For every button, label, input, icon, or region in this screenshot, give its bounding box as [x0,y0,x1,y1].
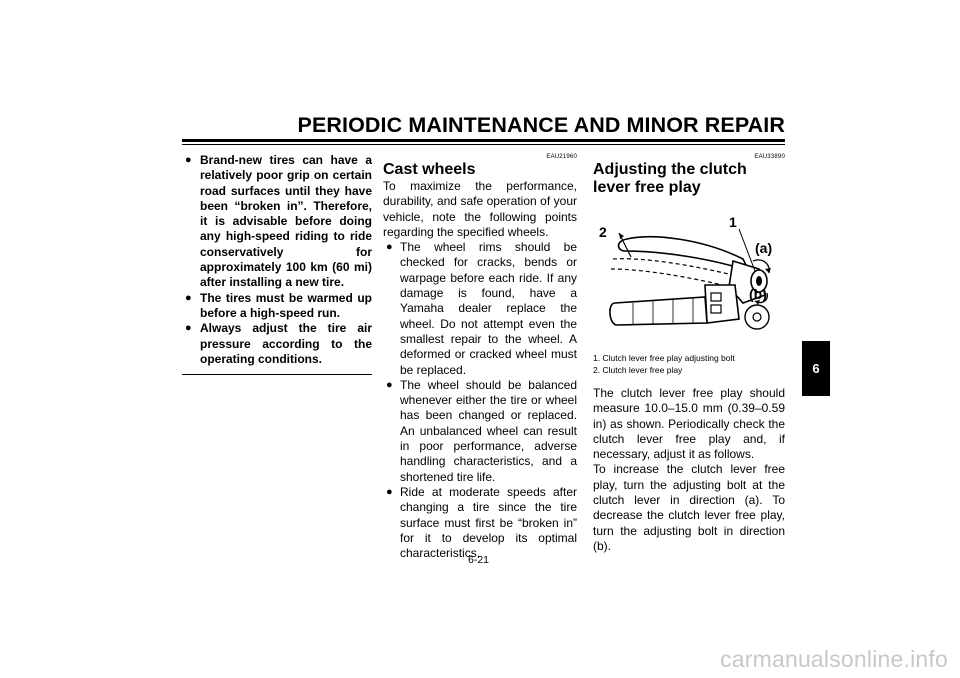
warning-end-rule [182,374,372,375]
warning-item [182,153,372,291]
list-item [383,485,577,561]
figure-label-a: (a) [755,240,773,256]
clutch-lever-illustration [593,199,785,349]
bullet-icon: ● [386,241,393,254]
clutch-section [593,153,785,554]
list-item-text: The wheel rims should be checked for cracks, bends or warpage before each ride. If any damage is found, have a Yamaha dealer replace the wheel. Do not attempt even the smallest repair to the wheel. A deformed or cracked wheel must be replaced. [400,240,577,377]
section-code: EAU21960 [546,154,577,160]
figure-label-1: 1 [729,214,737,230]
bullet-icon: ● [185,322,192,335]
clutch-paragraph: To increase the clutch lever free play, turn the adjusting bolt at the clutch lever in direction (a). To decrease the clutch lever free play, turn the adjusting bolt in direction (b). [593,462,785,553]
warning-column [182,153,372,375]
section-title: Cast wheels [383,161,476,178]
bullet-icon: ● [185,154,192,166]
figure-label-b: (b) [749,286,767,302]
clutch-paragraph: The clutch lever free play should measure 10.0–15.0 mm (0.39–0.59 in) as shown. Periodically check the clutch lever free play and, if necessary, adjust it as follows. [593,386,785,462]
warning-text: The tires must be warmed up before a high-speed run. [200,290,372,320]
list-item [383,240,577,378]
clutch-lever-figure [593,199,785,349]
warning-text: Brand-new tires can have a relatively poor grip on certain road surfaces until they have been “broken in”. Therefore, it is advisable before doing any high-speed riding to ride conservatively for approximately 100 km (60 mi) after installing a new tire. [200,153,372,290]
chapter-tab: 6 [802,341,830,396]
page-title: PERIODIC MAINTENANCE AND MINOR REPAIR [297,113,785,137]
caption-line: 1. Clutch lever free play adjusting bolt [593,353,735,363]
bullet-icon: ● [185,291,192,304]
cast-wheels-list [383,240,577,561]
list-item-text: The wheel should be balanced whenever either the tire or wheel has been changed or replaced. An unbalanced wheel can result in poor performance, adverse handling characteristics, and a shortened tire life. [400,377,577,484]
bullet-icon: ● [386,485,393,498]
figure-caption [593,353,785,376]
section-code: EAU33890 [754,154,785,160]
section-title: Adjusting the clutch lever free play [593,161,747,196]
list-item-text: Ride at moderate speeds after changing a tire since the tire surface must first be “broken in” for it to develop its optimal characteristics. [400,484,577,561]
warning-list [182,153,372,367]
cast-wheels-section [383,153,577,561]
warning-item [182,321,372,367]
bullet-icon: ● [386,378,393,391]
header-rule-thick [182,139,785,142]
watermark: carmanualsonline.info [720,646,948,672]
figure-label-2: 2 [599,224,607,240]
header-rule-thin [182,144,785,145]
warning-text: Always adjust the tire air pressure according to the operating conditions. [200,321,372,366]
page-number: 6-21 [468,554,490,566]
list-item [383,378,577,485]
warning-item [182,291,372,322]
caption-line: 2. Clutch lever free play [593,364,683,375]
section-intro: To maximize the performance, durability, and safe operation of your vehicle, note the following points regarding the specified wheels. [383,179,577,239]
